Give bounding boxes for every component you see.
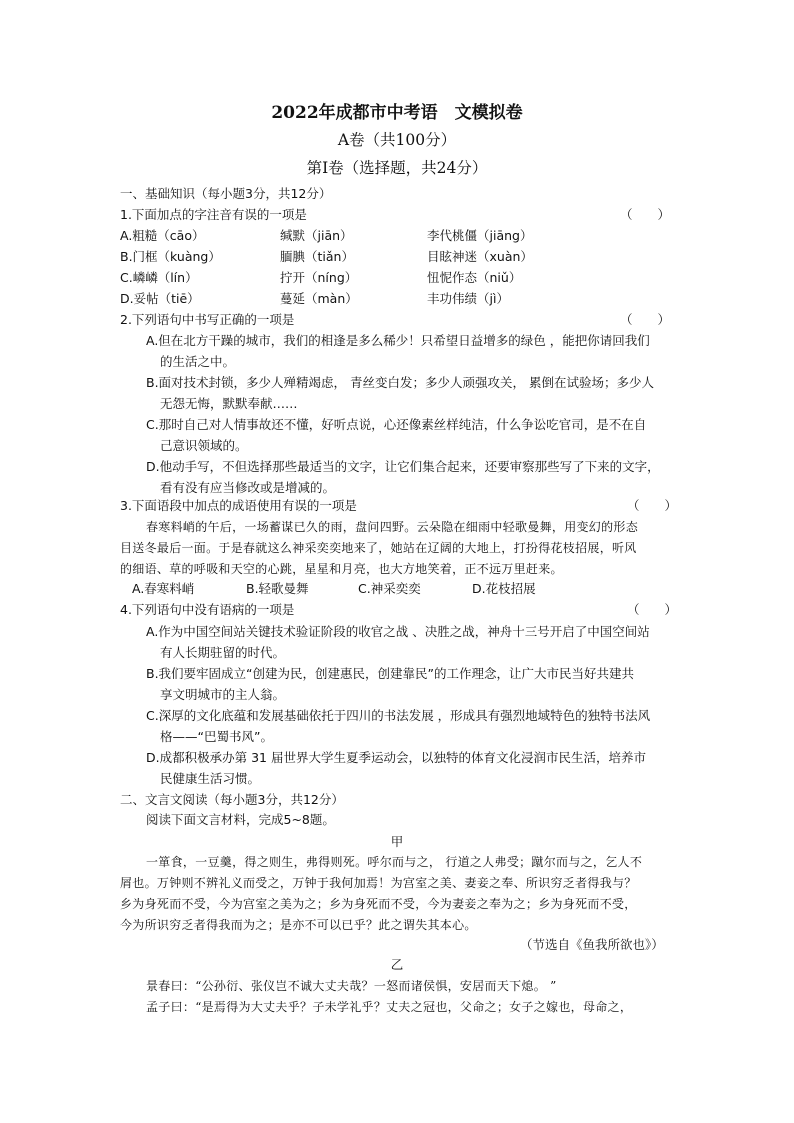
- q4-answer-bracket: （ ）: [627, 602, 678, 617]
- q3-passage-line3: 的细语、草的呼吸和天空的心跳，星星和月亮，也大方地笑着，正不远万里赶来。: [120, 562, 563, 576]
- q2-option-b-line1: B.面对技术封锁，多少人殚精竭虑， 青丝变白发；多少人顽强攻关， 累倒在试验场；多少人: [146, 375, 654, 390]
- q3-passage-line1: 春寒料峭的午后，一场蓄谋已久的雨，盘问四野。云朵隐在细雨中轻歌曼舞，用变幻的形态: [146, 520, 639, 534]
- q2-option-a-line2: 的生活之中。: [160, 354, 236, 369]
- passage-jia-source: （节选自《鱼我所欲也》）: [520, 937, 664, 952]
- passage-jia-line2: 屑也。万钟则不辨礼义而受之，万钟于我何加焉！为宫室之美、妻妾之奉、所识穷乏者得我与？: [120, 876, 637, 890]
- q3-option-a: A.春寒料峭: [132, 581, 195, 596]
- q1-option-a-1: A.粗糙（cāo）: [120, 228, 205, 243]
- q3-option-c: C.神采奕奕: [358, 581, 421, 596]
- section-2-heading: 二、文言文阅读（每小题3分，共12分）: [120, 792, 344, 807]
- q4-option-a-line2: 有人长期驻留的时代。: [160, 645, 286, 660]
- section-2-instruction: 阅读下面文言材料，完成5~8题。: [146, 812, 335, 827]
- q2-option-d-line1: D.他动手写，不但选择那些最适当的文字，让它们集合起来，还要审察那些写了下来的文字，: [146, 459, 660, 474]
- q1-stem: 1.下面加点的字注音有误的一项是: [120, 207, 307, 222]
- q3-option-b: B.轻歌曼舞: [246, 581, 309, 596]
- q2-option-d-line2: 看有没有应当修改或是增减的。: [160, 480, 336, 495]
- q1-option-c-2: 拧开（níng）: [280, 270, 358, 285]
- part-one-heading: 第Ⅰ卷（选择题，共24分）: [306, 159, 488, 177]
- q4-option-b-line1: B.我们要牢固成立“创建为民，创建惠民，创建靠民”的工作理念，让广大市民当好共建共: [146, 666, 635, 681]
- q4-option-b-line2: 享文明城市的主人翁。: [160, 687, 286, 702]
- q3-answer-bracket: （ ）: [627, 498, 678, 513]
- q1-option-d-3: 丰功伟绩（jì）: [427, 291, 509, 306]
- q2-option-b-line2: 无怨无悔，默默奉献……: [160, 396, 298, 411]
- q2-stem: 2.下列语句中书写正确的一项是: [120, 312, 295, 327]
- q4-stem: 4.下列语句中没有语病的一项是: [120, 602, 295, 617]
- volume-a-heading: A卷（共100分）: [337, 131, 457, 149]
- passage-jia-line3: 乡为身死而不受，今为宫室之美为之；乡为身死而不受，今为妻妾之奉为之；乡为身死而不受，: [120, 897, 637, 911]
- q1-option-c-3: 忸怩作态（niǔ）: [427, 270, 522, 285]
- exam-title: 2022年成都市中考语 文模拟卷: [271, 103, 523, 123]
- q1-option-d-1: D.妥帖（tiē）: [120, 291, 200, 306]
- q1-answer-bracket: （ ）: [620, 207, 671, 222]
- q1-option-b-1: B.门框（kuàng）: [120, 249, 221, 264]
- q1-option-b-2: 腼腆（tiǎn）: [280, 249, 354, 264]
- q1-option-a-3: 李代桃僵（jiāng）: [427, 228, 533, 243]
- q1-option-c-1: C.嶙嶙（lín）: [120, 270, 198, 285]
- q1-option-a-2: 缄默（jiān）: [280, 228, 353, 243]
- q4-option-a-line1: A.作为中国空间站关键技术验证阶段的收官之战 、决胜之战，神舟十三号开启了中国空间站: [146, 624, 650, 639]
- section-1-heading: 一、基础知识（每小题3分，共12分）: [120, 186, 332, 201]
- q4-option-c-line2: 格——“巴蜀书风”。: [160, 729, 273, 744]
- q4-option-d-line2: 民健康生活习惯。: [160, 771, 261, 786]
- q2-option-a-line1: A.但在北方干躁的城市，我们的相逢是多么稀少！只希望日益增多的绿色 ，能把你请回我们: [146, 333, 650, 348]
- q3-passage-line2: 目送冬最后一面。于是春就这么神采奕奕地来了，她站在辽阔的大地上，打扮得花枝招展，听风: [120, 541, 637, 555]
- passage-jia-line1: 一箪食，一豆羹，得之则生，弗得则死。呼尔而与之， 行道之人弗受；蹴尔而与之，乞人不: [146, 855, 643, 869]
- q2-option-c-line2: 己意识领域的。: [160, 438, 248, 453]
- passage-yi-line2: 孟子曰：“是焉得为大丈夫乎？子未学礼乎？丈夫之冠也，父命之；女子之嫁也，母命之，: [146, 1000, 633, 1014]
- passage-yi-label: 乙: [390, 957, 404, 972]
- q2-option-c-line1: C.那时自己对人情事故还不懂，好听点说，心还像素丝样纯洁，什么争讼吃官司，是不在自: [146, 417, 647, 432]
- passage-jia-label: 甲: [390, 834, 404, 849]
- q1-option-d-2: 蔓延（màn）: [280, 291, 358, 306]
- passage-yi-line1: 景春曰：“公孙衍、张仪岂不诚大丈夫哉？一怒而诸侯惧，安居而天下熄。 ”: [146, 979, 557, 993]
- q3-stem: 3.下面语段中加点的成语使用有误的一项是: [120, 498, 357, 513]
- q2-answer-bracket: （ ）: [620, 312, 671, 327]
- passage-jia-line4: 今为所识穷乏者得我而为之；是亦不可以已乎？此之谓失其本心。: [120, 918, 477, 932]
- q1-option-b-3: 目眩神迷（xuàn）: [427, 249, 533, 264]
- q4-option-d-line1: D.成都积极承办第 31 届世界大学生夏季运动会，以独特的体育文化浸润市民生活，培养市: [146, 750, 646, 765]
- q3-option-d: D.花枝招展: [472, 581, 536, 596]
- q4-option-c-line1: C.深厚的文化底蕴和发展基础依托于四川的书法发展 ，形成具有强烈地域特色的独特书法风: [146, 708, 651, 723]
